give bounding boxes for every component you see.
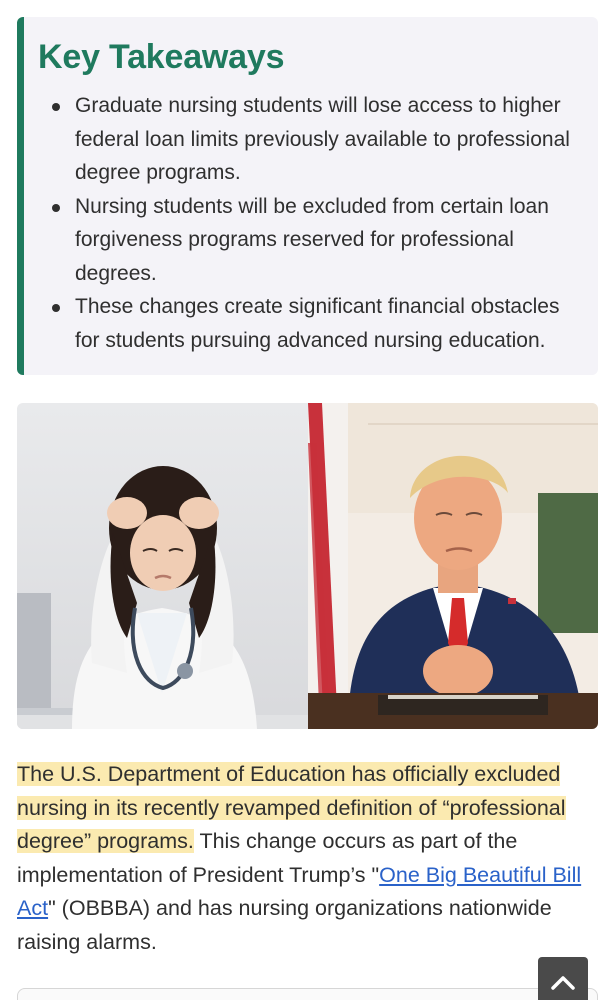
- bullet-icon: [52, 103, 60, 111]
- scroll-to-top-button[interactable]: [538, 957, 588, 1000]
- takeaways-title: Key Takeaways: [38, 38, 285, 76]
- obbba-link[interactable]: One Big Beautiful Bill Act: [17, 862, 582, 920]
- stressed-nurse-photo: [17, 403, 308, 729]
- article-paragraph: [17, 758, 602, 959]
- highlighted-sentence: The U.S. Department of Education has officially excluded nursing in its recently revamped definition of “professional degree” programs.: [17, 762, 566, 853]
- takeaway-item: Nursing students will be excluded from certain loan forgiveness programs reserved for professional degrees.: [38, 190, 576, 291]
- chevron-up-icon: [551, 974, 575, 990]
- takeaway-item: Graduate nursing students will lose access to higher federal loan limits previously available to professional degree programs.: [38, 89, 576, 190]
- bullet-icon: [52, 304, 60, 312]
- article-text: " (OBBBA) and has nursing organizations nationwide raising alarms.: [17, 896, 552, 954]
- takeaway-item: These changes create significant financial obstacles for students pursuing advanced nursing education.: [38, 290, 576, 357]
- article-text: This change occurs as part of the implementation of President Trump’s ": [17, 829, 518, 887]
- next-card: [17, 988, 598, 1000]
- trump-photo: [308, 403, 599, 729]
- bullet-icon: [52, 204, 60, 212]
- takeaways-list: [38, 89, 576, 357]
- article-photo: [17, 403, 598, 729]
- key-takeaways-box: [17, 17, 598, 375]
